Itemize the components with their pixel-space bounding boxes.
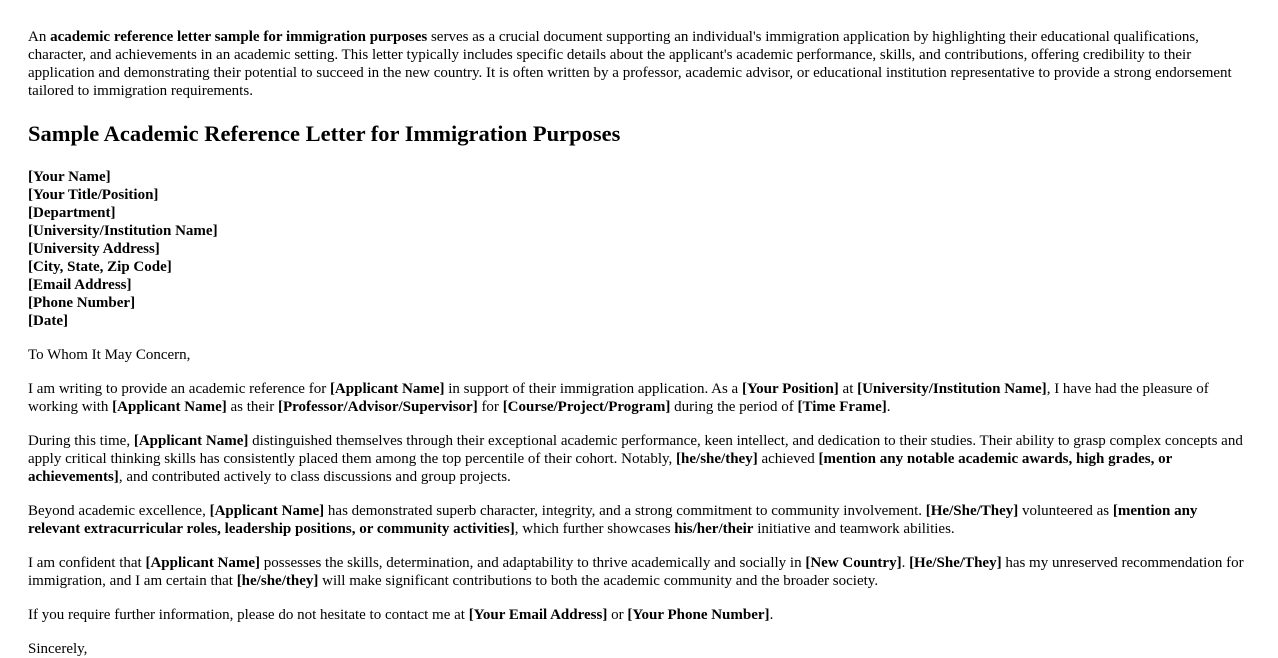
letter-paragraph-4: I am confident that [Applicant Name] possesses the skills, determination, and adaptability to thrive academically and socially in [New Country]. [He/She/They] has my unreserved recommendation for immigration, and I am certain that [he/she/they] will make significant contributions to both the academic community and the broader society. [28,555,1244,589]
page-title: Sample Academic Reference Letter for Immigration Purposes [28,121,621,146]
sender-date: [Date] [28,313,68,329]
sender-phone: [Phone Number] [28,295,136,311]
sender-city: [City, State, Zip Code] [28,259,172,275]
letter-paragraph-5: If you require further information, please do not hesitate to contact me at [Your Email Address] or [Your Phone Number]. [28,607,774,623]
intro-paragraph: An academic reference letter sample for immigration purposes serves as a crucial document supporting an individual's immigration application by highlighting their educational qualifications, character, and achievements in an academic setting. This letter typically includes specific details about the applicant's academic performance, skills, and contributions, offering credibility to their application and demonstrating their potential to succeed in the new country. It is often written by a professor, academic advisor, or educational institution representative to provide a strong endorsement tailored to immigration requirements. [28,29,1232,99]
sender-institution: [University/Institution Name] [28,223,218,239]
letter-paragraph-2: During this time, [Applicant Name] distinguished themselves through their exceptional academic performance, keen intellect, and dedication to their studies. Their ability to grasp complex concepts and apply critical thinking skills has consistently placed them among the top percentile of their cohort. Notably, [he/she/they] achieved [mention any notable academic awards, high grades, or achievements], and contributed actively to class discussions and group projects. [28,433,1243,485]
sender-address: [University Address] [28,241,160,257]
sender-email: [Email Address] [28,277,132,293]
sender-title: [Your Title/Position] [28,187,159,203]
closing: Sincerely, [28,641,88,657]
letter-paragraph-3: Beyond academic excellence, [Applicant Name] has demonstrated superb character, integrity, and a strong commitment to community involvement. [He/She/They] volunteered as [mention any relevant extracurricular roles, leadership positions, or community activities], which further showcases his/her/their initiative and teamwork abilities. [28,503,1198,537]
sender-name: [Your Name] [28,169,111,185]
sender-department: [Department] [28,205,116,221]
salutation: To Whom It May Concern, [28,347,191,363]
sender-block [28,168,1250,330]
letter-paragraph-1: I am writing to provide an academic reference for [Applicant Name] in support of their immigration application. As a [Your Position] at [University/Institution Name], I have had the pleasure of working with [Applicant Name] as their [Professor/Advisor/Supervisor] for [Course/Project/Program] during the period of [Time Frame]. [28,381,1209,415]
